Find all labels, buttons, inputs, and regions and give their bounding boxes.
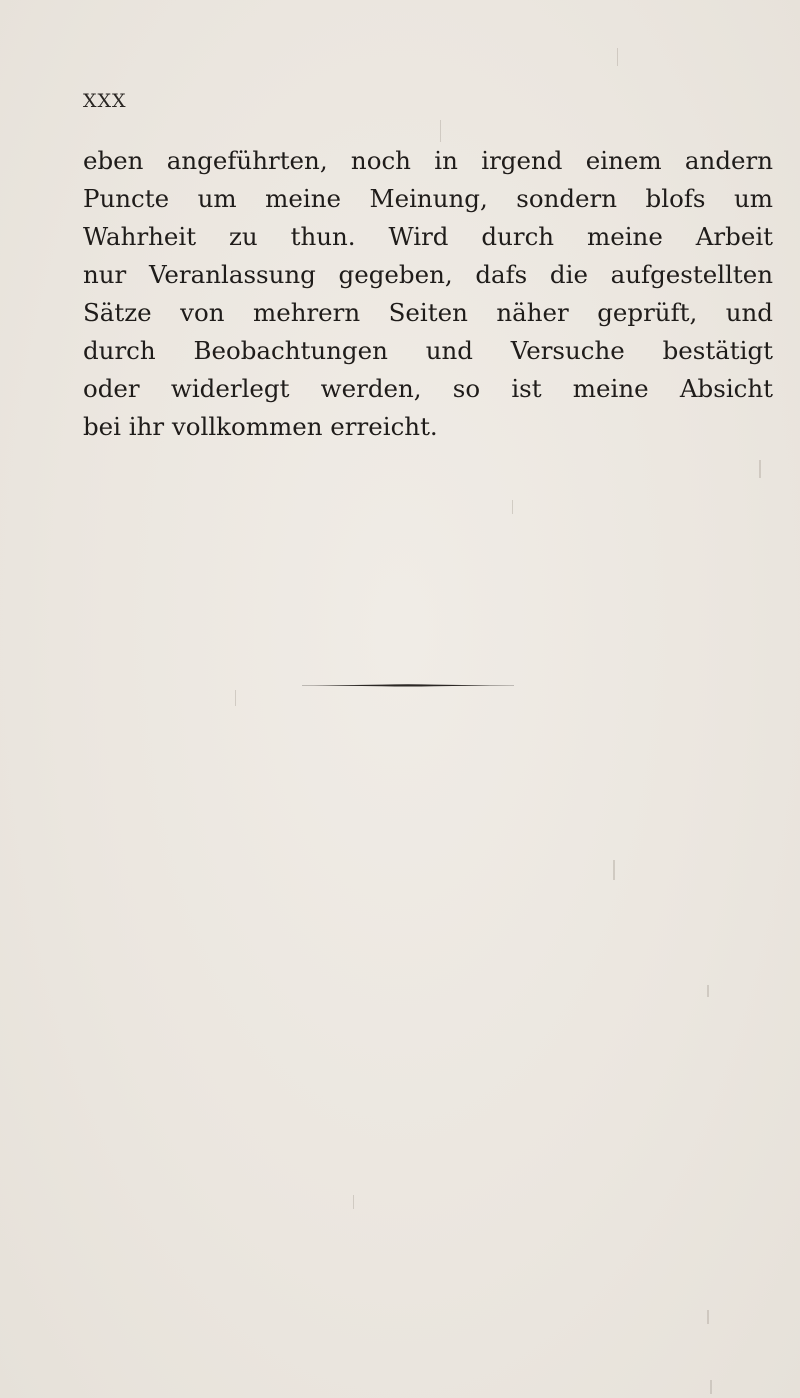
text-line: oder widerlegt werden, so ist meine Absicht <box>83 374 773 403</box>
paper-speck <box>707 985 709 997</box>
text-line: eben angeführten, noch in irgend einem andern <box>83 146 773 175</box>
paper-speck <box>707 1310 709 1324</box>
text-line: durch Beobachtungen und Versuche bestätigt <box>83 336 773 365</box>
paper-speck <box>235 690 236 706</box>
paper-speck <box>440 120 441 142</box>
paper-speck <box>613 860 615 880</box>
text-line: bei ihr vollkommen erreicht. <box>83 412 438 441</box>
body-text <box>83 142 773 446</box>
paper-speck <box>759 460 761 478</box>
paper-speck <box>353 1195 354 1209</box>
text-line: Wahrheit zu thun. Wird durch meine Arbeit <box>83 222 773 251</box>
paper-speck <box>710 1380 712 1394</box>
paper-speck <box>512 500 513 514</box>
text-line: nur Veranlassung gegeben, dafs die aufgestellten <box>83 260 773 289</box>
page-number: XXX <box>83 90 127 112</box>
section-divider-rule <box>302 683 514 687</box>
paper-speck <box>617 48 618 66</box>
text-line: Sätze von mehrern Seiten näher geprüft, und <box>83 298 773 327</box>
text-line: Puncte um meine Meinung, sondern blofs um <box>83 184 773 213</box>
